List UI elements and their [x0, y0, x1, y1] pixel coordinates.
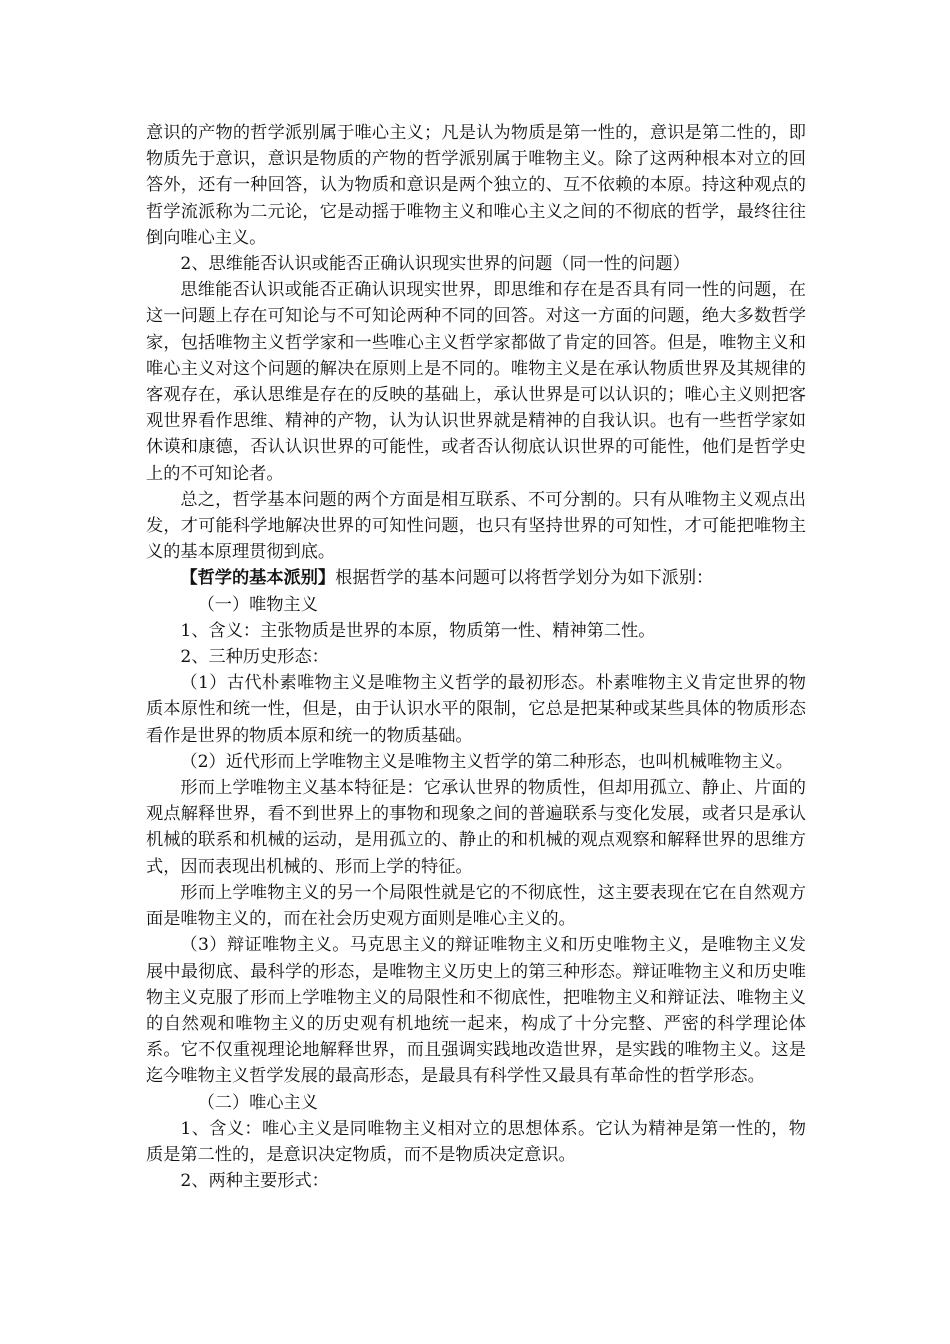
- paragraph-metaphysical-features: 形而上学唯物主义基本特征是：它承认世界的物质性，但却用孤立、静止、片面的观点解释世界，看不到世界上的事物和现象之间的普遍联系与变化发展，或者只是承认机械的联系和机械的运动，是用孤立的、静止的和机械的观点观察和解释世界的思维方式，因而表现出机械的、形而上学的特征。: [146, 778, 806, 877]
- paragraph-knowability: 思维能否认识或能否正确认识现实世界，即思维和存在是否具有同一性的问题，在这一问题上存在可知论与不可知论两种不同的回答。对这一方面的问题，绝大多数哲学家，包括唯物主义哲学家和一些唯心主义哲学家都做了肯定的回答。但是，唯物主义和唯心主义对这个问题的解决在原则上是不同的。唯物主义是在承认物质世界及其规律的客观存在，承认思维是存在的反映的基础上，承认世界是可以认识的；唯心主义则把客观世界看作思维、精神的产物，认为认识世界就是精神的自我认识。也有一些哲学家如休谟和康德，否认认识世界的可能性，或者否认彻底认识世界的可能性，他们是哲学史上的不可知论者。: [146, 280, 806, 484]
- paragraph-basic-schools: [146, 565, 806, 591]
- idealism-definition: 1、含义：唯心主义是同唯物主义相对立的思想体系。它认为精神是第一性的，物质是第二性的，是意识决定物质，而不是物质决定意识。: [146, 1118, 806, 1165]
- section-label: 【哲学的基本派别】: [180, 568, 336, 589]
- heading-two-forms: 2、两种主要形式：: [180, 1171, 329, 1192]
- paragraph-naive-materialism: （1）古代朴素唯物主义是唯物主义哲学的最初形态。朴素唯物主义肯定世界的物质本原性和统一性，但是，由于认识水平的限制，它总是把某种或某些具体的物质形态看作是世界的物质本原和统一的物质基础。: [146, 673, 806, 746]
- paragraph-dialectical-materialism: （3）辩证唯物主义。马克思主义的辩证唯物主义和历史唯物主义，是唯物主义发展中最彻底、最科学的形态，是唯物主义历史上的第三种形态。辩证唯物主义和历史唯物主义克服了形而上学唯物主义的局限性和不彻底性，把唯物主义和辩证法、唯物主义的自然观和唯物主义的历史观有机地统一起来，构成了十分完整、严密的科学理论体系。它不仅重视理论地解释世界，而且强调实践地改造世界，是实践的唯物主义。这是迄今唯物主义哲学发展的最高形态，是最具有科学性又最具有革命性的哲学形态。: [146, 935, 806, 1087]
- paragraph-summary: 总之，哲学基本问题的两个方面是相互联系、不可分割的。只有从唯物主义观点出发，才可能科学地解决世界的可知性问题，也只有坚持世界的可知性，才可能把唯物主义的基本原理贯彻到底。: [146, 489, 806, 563]
- paragraph-metaphysical-limits: 形而上学唯物主义的另一个局限性就是它的不彻底性，这主要表现在它在自然观方面是唯物主义的，而在社会历史观方面则是唯心主义的。: [146, 882, 806, 930]
- heading-three-forms: 2、三种历史形态：: [180, 647, 329, 668]
- heading-identity-question: 2、思维能否认识或能否正确认识现实世界的问题（同一性的问题）: [180, 254, 690, 275]
- section-intro-text: 根据哲学的基本问题可以将哲学划分为如下派别：: [335, 568, 714, 589]
- document-body: [146, 120, 806, 1194]
- paragraph-dualism: 意识的产物的哲学派别属于唯心主义；凡是认为物质是第一性的，意识是第二性的，即物质先于意识，意识是物质的产物的哲学派别属于唯物主义。除了这两种根本对立的回答外，还有一种回答，认为物质和意识是两个独立的、互不依赖的本原。持这种观点的哲学流派称为二元论，它是动摇于唯物主义和唯心主义之间的不彻底的哲学，最终往往倒向唯心主义。: [146, 123, 806, 248]
- materialism-definition: 1、含义：主张物质是世界的本原，物质第一性、精神第二性。: [180, 620, 656, 641]
- heading-idealism: （二）唯心主义: [197, 1092, 318, 1113]
- heading-materialism: （一）唯物主义: [197, 594, 318, 615]
- paragraph-metaphysical-materialism: （2）近代形而上学唯物主义是唯物主义哲学的第二种形态，也叫机械唯物主义。: [180, 751, 793, 772]
